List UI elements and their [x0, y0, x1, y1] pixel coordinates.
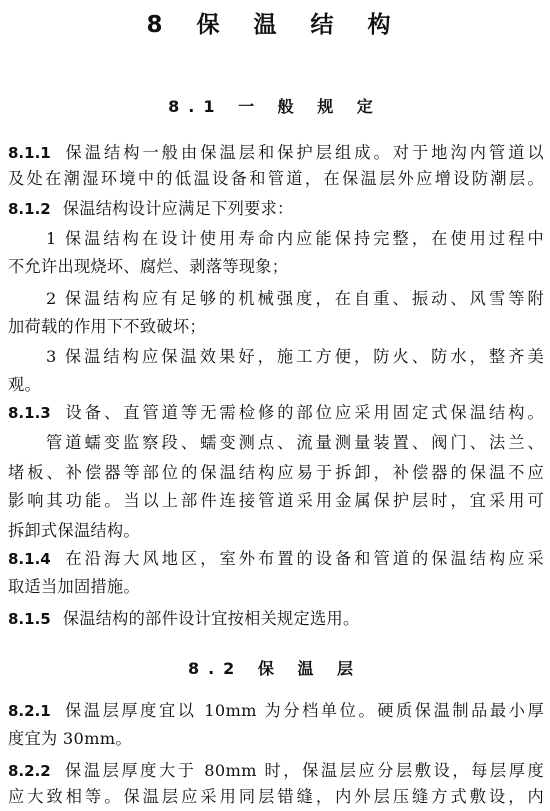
clause-8-1-2-line-1 — [8, 196, 544, 222]
clause-number: 8.2.1 — [8, 702, 51, 720]
clause-text: 保温结构设计应满足下列要求： — [62, 199, 294, 218]
clause-8-1-3-para-2-line-4: 拆卸式保温结构。 — [8, 521, 140, 540]
clause-text: 设备、直管道等无需检修的部位应采用固定式保温结构。 — [62, 403, 544, 422]
clause-8-2-2-line-1 — [8, 758, 544, 784]
clause-8-2-1-line-1 — [8, 698, 544, 724]
clause-number: 8.1.5 — [8, 610, 51, 628]
item-3-line-1: 3 保温结构应保温效果好，施工方便，防火、防水，整齐美 — [46, 347, 544, 366]
clause-8-2-2-line-2: 应大致相等。保温层应采用同层错缝，内外层压缝方式敷设，内 — [8, 787, 544, 806]
clause-text: 保温结构一般由保温层和保护层组成。对于地沟内管道以 — [62, 143, 544, 162]
clause-number: 8.1.2 — [8, 200, 51, 218]
item-1-line-2: 不允许出现烧坏、腐烂、剥落等现象； — [8, 257, 289, 276]
clause-8-1-5-line-1 — [8, 606, 544, 632]
clause-8-2-1-line-2: 度宜为 30mm。 — [8, 729, 132, 748]
clause-8-1-1-line-1 — [8, 140, 544, 166]
item-3-line-2: 观。 — [8, 375, 41, 394]
clause-8-1-3-para-2-line-3: 影响其功能。当以上部件连接管道采用金属保护层时，宜采用可 — [8, 491, 544, 510]
clause-text: 保温层厚度宜以 10mm 为分档单位。硬质保温制品最小厚 — [62, 701, 544, 720]
clause-number: 8.1.3 — [8, 404, 51, 422]
section-heading-8-1: 8.1 一 般 规 定 — [168, 97, 382, 116]
item-2-line-2: 加荷载的作用下不致破坏； — [8, 317, 206, 336]
clause-8-1-3-para-2-line-2: 堵板、补偿器等部位的保温结构应易于拆卸，补偿器的保温不应 — [8, 463, 544, 482]
clause-number: 8.1.1 — [8, 144, 51, 162]
clause-number: 8.1.4 — [8, 550, 51, 568]
section-heading-8-2: 8.2 保 温 层 — [187, 659, 363, 678]
clause-number: 8.2.2 — [8, 762, 51, 780]
clause-8-1-3-line-1 — [8, 400, 544, 426]
item-2-line-1: 2 保温结构应有足够的机械强度，在自重、振动、风雪等附 — [46, 289, 544, 308]
clause-text: 保温结构的部件设计宜按相关规定选用。 — [62, 609, 360, 628]
clause-8-1-1-line-2: 及处在潮湿环境中的低温设备和管道，在保温层外应增设防潮层。 — [8, 169, 544, 188]
chapter-title: 8 保 温 结 构 — [146, 12, 404, 38]
clause-8-1-4-line-1 — [8, 546, 544, 572]
clause-text: 保温层厚度大于 80mm 时，保温层应分层敷设，每层厚度 — [62, 761, 544, 780]
item-1-line-1: 1 保温结构在设计使用寿命内应能保持完整，在使用过程中 — [46, 229, 544, 248]
clause-text: 在沿海大风地区，室外布置的设备和管道的保温结构应采 — [62, 549, 544, 568]
clause-8-1-4-line-2: 取适当加固措施。 — [8, 577, 140, 596]
clause-8-1-3-para-2-line-1: 管道蠕变监察段、蠕变测点、流量测量装置、阀门、法兰、 — [46, 433, 544, 452]
